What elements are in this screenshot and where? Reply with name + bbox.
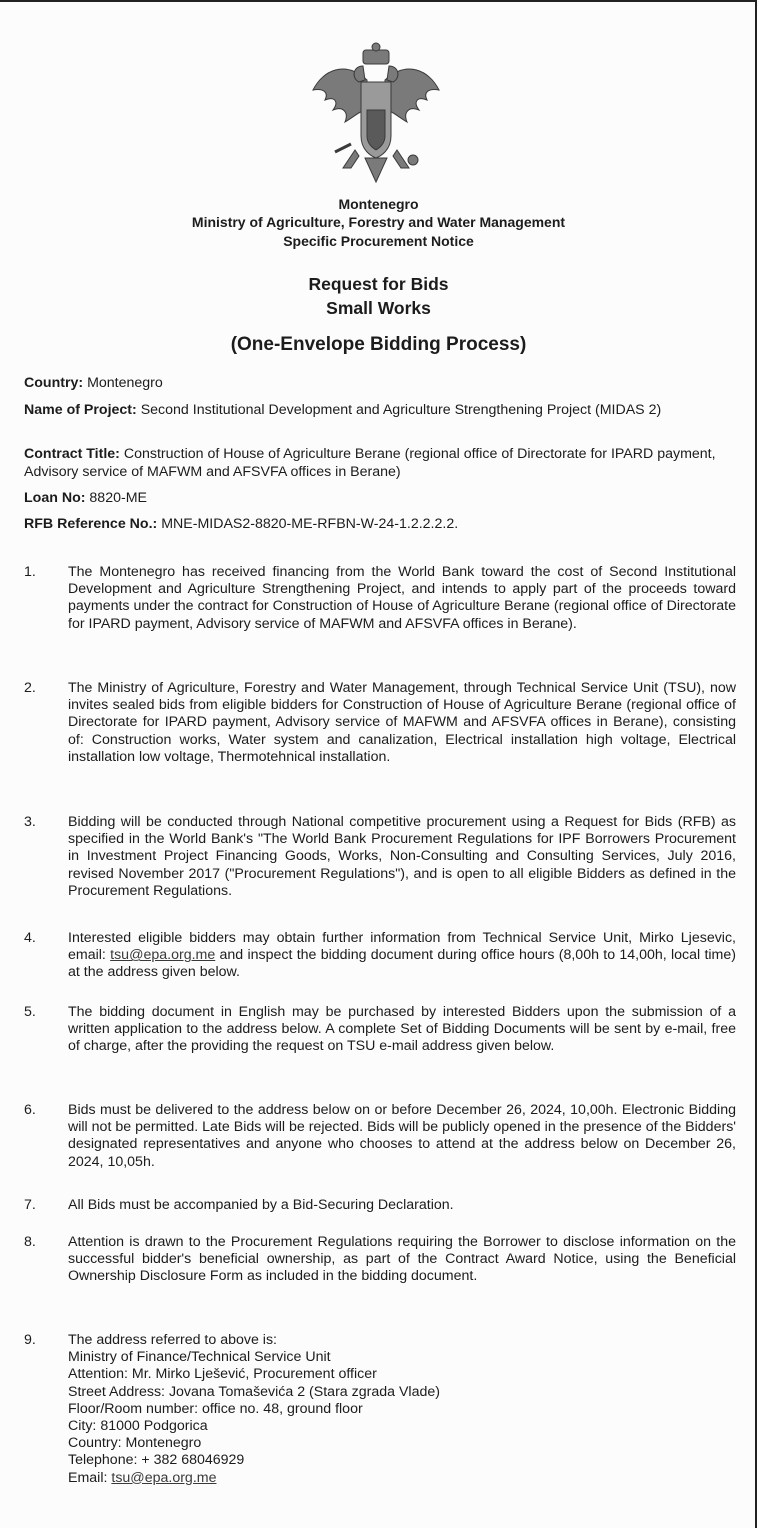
list-item-number: 1. (24, 564, 36, 580)
address-line: Ministry of Finance/Technical Service Unit (68, 1349, 331, 1366)
info-country-label: Country: (24, 375, 84, 391)
address-block (68, 1332, 736, 1487)
info-loan (24, 490, 734, 508)
list-item-text-b: and inspect the bidding document during office hours (8,00h to 14,00h, local time) at the address given below. (68, 947, 736, 981)
address-line: Attention: Mr. Mirko Lješević, Procurement officer (68, 1366, 377, 1383)
list-item-text: Bids must be delivered to the address below on or before December 26, 2024, 10,00h. Electronic Bidding will not be permitted. Late Bids will be rejected. Bids will be publicly opened in the presence of the Bidders' designated representatives and anyone who chooses to attend at the address below on December 26, 2024, 10,05h. (68, 1102, 736, 1170)
list-item-text: The Ministry of Agriculture, Forestry and Water Management, through Technical Service Unit (TSU), now invites sealed bids from eligible bidders for Construction of House of Agriculture Berane (regional office of Directorate for IPARD payment, Advisory service of MAFWM and AFSVFA offices in Berane), consisting of: Construction works, Water system and canalization, Electrical installation high voltage, Electrical installation low voltage, Thermotehnical installation. (68, 680, 736, 765)
list-item-number: 7. (24, 1197, 36, 1213)
email-label: Email: (68, 1469, 108, 1486)
page-subtitle: Small Works (326, 298, 431, 318)
info-project (24, 402, 734, 420)
list-item-number: 8. (24, 1234, 36, 1250)
list-item-number: 2. (24, 680, 36, 696)
address-email-line (68, 1470, 736, 1487)
list-item-text: Attention is drawn to the Procurement Regulations requiring the Borrower to disclose information on the successful bidder's beneficial ownership, as part of the Contract Award Notice, using the Beneficial Ownership Disclosure Form as included in the bidding document. (68, 1234, 736, 1285)
info-rfb-reference (24, 516, 734, 534)
bidding-process-title: (One-Envelope Bidding Process) (230, 334, 527, 355)
info-country-value: Montenegro (87, 375, 163, 391)
list-item-text: Bidding will be conducted through National competitive procurement using a Request for Bids (RFB) as specified in the World Bank's "The World Bank Procurement Regulations for IPF Borrowers Procurement in Investment Project Financing Goods, Works, Non-Consulting and Consulting Services, July 2016, revised November 2017 ("Procurement Regulations"), and is open to all eligible Bidders as defined in the Procurement Regulations. (68, 814, 736, 899)
info-contract-label: Contract Title: (24, 446, 120, 462)
address-line: Floor/Room number: office no. 48, ground floor (68, 1400, 363, 1417)
address-line: Telephone: + 382 68046929 (68, 1452, 245, 1469)
list-item-text: All Bids must be accompanied by a Bid-Securing Declaration. (68, 1197, 454, 1213)
montenegro-coat-of-arms-icon (305, 40, 447, 190)
info-loan-value: 8820-ME (89, 490, 147, 506)
info-project-label: Name of Project: (24, 402, 137, 418)
list-item-number: 9. (24, 1332, 36, 1348)
info-country (24, 375, 734, 393)
list-item-text: The Montenegro has received financing from the World Bank toward the cost of Second Institutional Development and Agriculture Strengthening Project, and intends to apply part of the proceeds toward payments under the contract for Construction of House of Agriculture Berane (regional office of Directorate for IPARD payment, Advisory service of MAFWM and AFSVFA offices in Berane). (68, 564, 736, 632)
info-rfb-label: RFB Reference No.: (24, 516, 158, 532)
info-project-value: Second Institutional Development and Agriculture Strengthening Project (MIDAS 2) (140, 402, 662, 418)
header-ministry: Ministry of Agriculture, Forestry and Water Management (191, 214, 566, 230)
header-notice-type: Specific Procurement Notice (283, 233, 474, 249)
email-link[interactable]: tsu@epa.org.me (111, 1469, 217, 1486)
list-item-number: 6. (24, 1102, 36, 1118)
list-item-text-a: Interested eligible bidders may obtain further information from Technical Service Unit, Mirko Ljesevic, email: (68, 930, 736, 964)
list-item-number: 4. (24, 930, 36, 946)
list-item-number: 5. (24, 1004, 36, 1020)
info-contract (24, 446, 734, 481)
info-contract-value: Construction of House of Agriculture Berane (regional office of Directorate for IPARD payment, Advisory service of MAFWM and AFSVFA offices in Berane) (24, 446, 716, 480)
address-line: Street Address: Jovana Tomaševića 2 (Stara zgrada Vlade) (68, 1383, 440, 1400)
header-country: Montenegro (338, 196, 419, 212)
email-link[interactable]: tsu@epa.org.me (110, 947, 216, 964)
page-title: Request for Bids (308, 274, 449, 294)
list-item-number: 3. (24, 814, 36, 830)
list-item-text (68, 930, 736, 982)
address-line: Country: Montenegro (68, 1435, 202, 1452)
info-loan-label: Loan No: (24, 490, 86, 506)
address-line: The address referred to above is: (68, 1332, 277, 1348)
list-item-text: The bidding document in English may be purchased by interested Bidders upon the submission of a written application to the address below. A complete Set of Bidding Documents will be sent by e-mail, free of charge, after the providing the request on TSU e-mail address given below. (68, 1004, 736, 1055)
info-rfb-value: MNE-MIDAS2-8820-ME-RFBN-W-24-1.2.2.2.2. (161, 516, 459, 532)
address-line: City: 81000 Podgorica (68, 1418, 208, 1435)
